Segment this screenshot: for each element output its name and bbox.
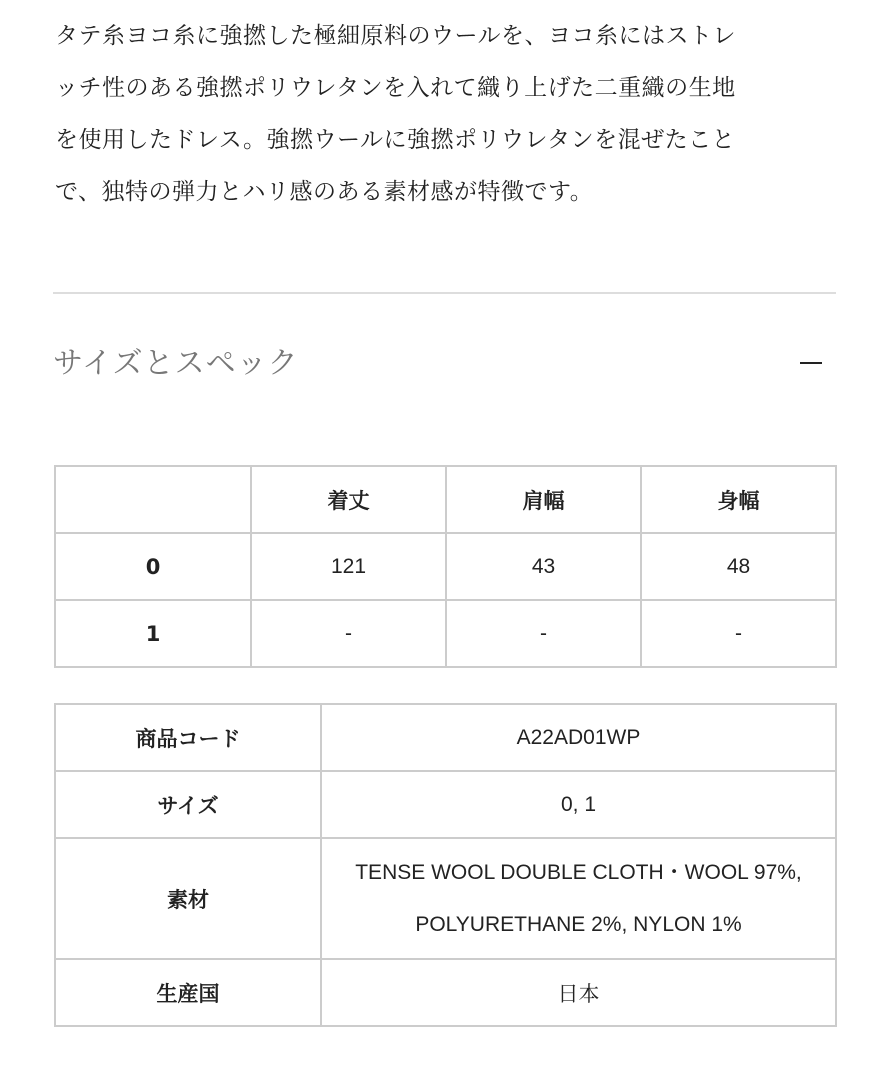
spec-row-material xyxy=(55,838,836,959)
table-cell: 43 xyxy=(446,533,641,600)
material-value xyxy=(321,838,836,959)
size-table-corner-cell xyxy=(55,466,251,533)
size-spec-accordion-header[interactable] xyxy=(53,330,836,390)
spec-row-origin xyxy=(55,959,836,1026)
description-line: を使用したドレス。強撚ウールに強撚ポリウレタンを混ぜたこと xyxy=(55,127,736,153)
sizes-value: 0, 1 xyxy=(321,771,836,838)
spec-table xyxy=(54,703,837,1027)
spec-label: 素材 xyxy=(55,838,321,959)
size-label: 0 xyxy=(55,533,251,600)
spec-label: サイズ xyxy=(55,771,321,838)
table-cell: - xyxy=(641,600,836,667)
size-table xyxy=(54,465,837,668)
section-title: サイズとスペック xyxy=(53,346,299,381)
column-header-width: 身幅 xyxy=(641,466,836,533)
product-description xyxy=(55,10,845,218)
description-line: ッチ性のある強撚ポリウレタンを入れて織り上げた二重織の生地 xyxy=(55,75,736,101)
product-code-value: A22AD01WP xyxy=(321,704,836,771)
size-label: 1 xyxy=(55,600,251,667)
minus-icon[interactable] xyxy=(800,356,822,380)
spec-label: 生産国 xyxy=(55,959,321,1026)
spec-row-code xyxy=(55,704,836,771)
material-line: TENSE WOOL DOUBLE CLOTH・WOOL 97%, xyxy=(355,860,802,884)
description-line: で、独特の弾力とハリ感のある素材感が特徴です。 xyxy=(55,179,594,205)
spec-label: 商品コード xyxy=(55,704,321,771)
table-cell: - xyxy=(251,600,446,667)
spec-row-sizes xyxy=(55,771,836,838)
material-line: POLYURETHANE 2%, NYLON 1% xyxy=(415,912,742,936)
section-divider xyxy=(53,292,836,294)
country-of-origin-value: 日本 xyxy=(321,959,836,1026)
table-row xyxy=(55,533,836,600)
table-cell: 121 xyxy=(251,533,446,600)
size-table-header-row xyxy=(55,466,836,533)
column-header-length: 着丈 xyxy=(251,466,446,533)
table-cell: 48 xyxy=(641,533,836,600)
table-row xyxy=(55,600,836,667)
column-header-shoulder: 肩幅 xyxy=(446,466,641,533)
table-cell: - xyxy=(446,600,641,667)
description-line: タテ糸ヨコ糸に強撚した極細原料のウールを、ヨコ糸にはストレ xyxy=(55,23,737,49)
